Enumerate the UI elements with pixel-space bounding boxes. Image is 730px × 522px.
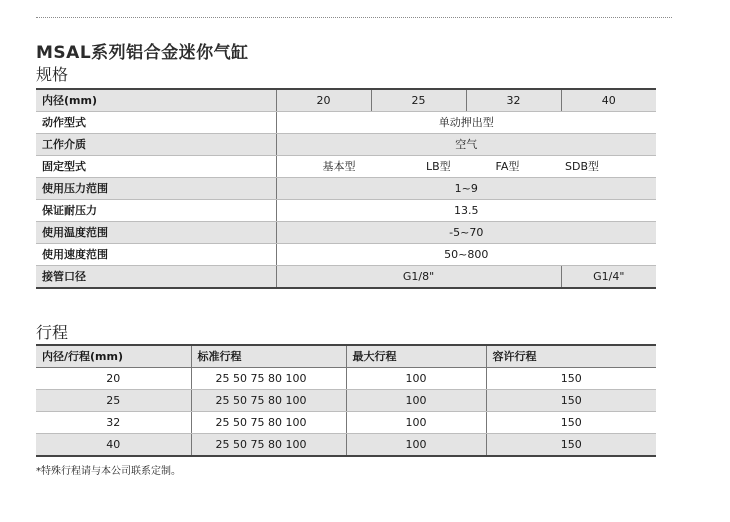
- spec-row: [36, 244, 656, 266]
- standard-stroke-cell: 25 50 75 80 100: [191, 412, 346, 434]
- bore-value: 32: [466, 89, 561, 112]
- allowed-stroke-cell: 150: [486, 412, 656, 434]
- spec-label: 使用速度范围: [36, 244, 276, 266]
- bore-cell: 25: [36, 390, 191, 412]
- spec-label: 动作型式: [36, 112, 276, 134]
- stroke-header-row: [36, 345, 656, 368]
- mount-type: FA型: [495, 160, 520, 173]
- bore-cell: 32: [36, 412, 191, 434]
- bore-value: 25: [371, 89, 466, 112]
- standard-stroke-cell: 25 50 75 80 100: [191, 390, 346, 412]
- top-dotted-divider: [36, 17, 672, 18]
- column-header: 最大行程: [346, 345, 486, 368]
- table-row: [36, 434, 656, 457]
- spec-label: 使用温度范围: [36, 222, 276, 244]
- allowed-stroke-cell: 150: [486, 368, 656, 390]
- footnote: *特殊行程请与本公司联系定制。: [36, 466, 181, 477]
- standard-stroke-cell: 25 50 75 80 100: [191, 368, 346, 390]
- spec-row: [36, 200, 656, 222]
- page-title: MSAL系列铝合金迷你气缸: [36, 43, 249, 63]
- bore-cell: 40: [36, 434, 191, 457]
- spec-value: 1~9: [276, 178, 656, 200]
- mount-type: SDB型: [565, 160, 599, 173]
- column-header: 内径/行程(mm): [36, 345, 191, 368]
- spec-row: [36, 134, 656, 156]
- spec-label: 工作介质: [36, 134, 276, 156]
- bore-cell: 20: [36, 368, 191, 390]
- allowed-stroke-cell: 150: [486, 434, 656, 457]
- max-stroke-cell: 100: [346, 368, 486, 390]
- spec-row-bore: [36, 89, 656, 112]
- stroke-heading: 行程: [36, 323, 69, 342]
- max-stroke-cell: 100: [346, 434, 486, 457]
- max-stroke-cell: 100: [346, 390, 486, 412]
- spec-table: [36, 88, 656, 289]
- table-row: [36, 368, 656, 390]
- spec-row: [36, 156, 656, 178]
- port-size: G1/8": [276, 266, 561, 289]
- port-size: G1/4": [561, 266, 656, 289]
- spec-value-mounts: [276, 156, 656, 178]
- table-row: [36, 390, 656, 412]
- spec-row: [36, 112, 656, 134]
- bore-value: 20: [276, 89, 371, 112]
- max-stroke-cell: 100: [346, 412, 486, 434]
- spec-value: 50~800: [276, 244, 656, 266]
- table-row: [36, 412, 656, 434]
- column-header: 容许行程: [486, 345, 656, 368]
- spec-label: 接管口径: [36, 266, 276, 289]
- allowed-stroke-cell: 150: [486, 390, 656, 412]
- bore-value: 40: [561, 89, 656, 112]
- spec-row: [36, 178, 656, 200]
- spec-heading: 规格: [36, 65, 69, 84]
- spec-value: 单动押出型: [276, 112, 656, 134]
- spec-label: 固定型式: [36, 156, 276, 178]
- spec-label: 使用压力范围: [36, 178, 276, 200]
- column-header: 标准行程: [191, 345, 346, 368]
- standard-stroke-cell: 25 50 75 80 100: [191, 434, 346, 457]
- stroke-table: [36, 344, 656, 457]
- spec-label: 保证耐压力: [36, 200, 276, 222]
- mount-type: 基本型: [322, 160, 356, 173]
- spec-label: 内径(mm): [36, 89, 276, 112]
- spec-row-port: [36, 266, 656, 289]
- spec-value: -5~70: [276, 222, 656, 244]
- spec-value: 13.5: [276, 200, 656, 222]
- mount-type: LB型: [426, 160, 451, 173]
- spec-row: [36, 222, 656, 244]
- spec-value: 空气: [276, 134, 656, 156]
